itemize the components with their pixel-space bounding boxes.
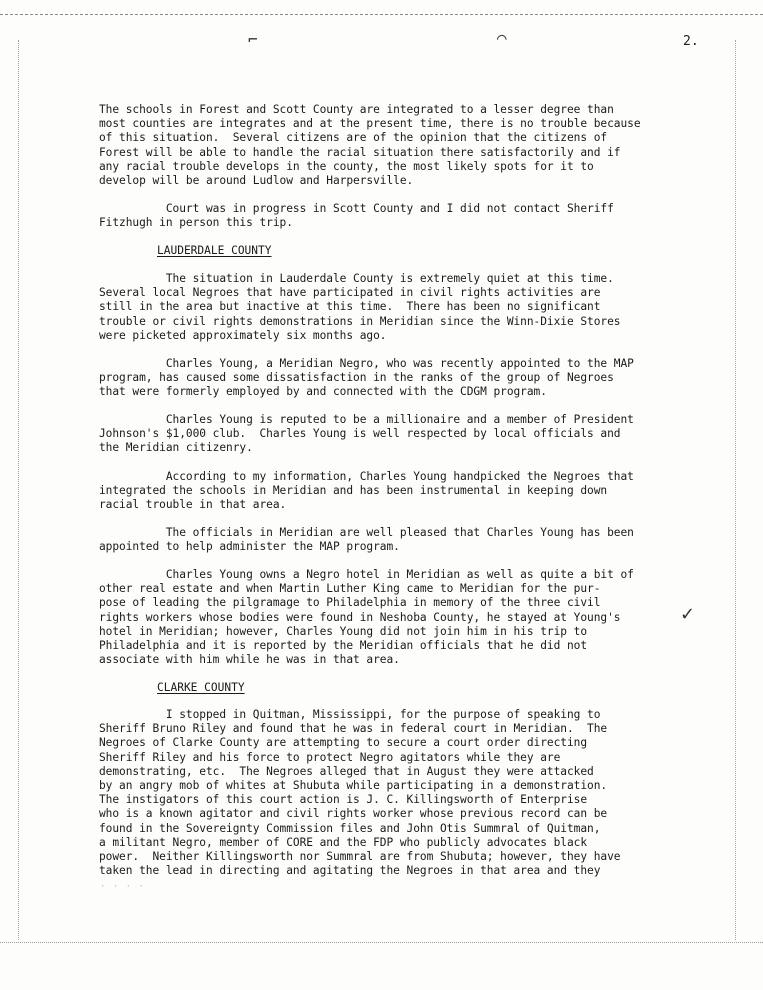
paragraph-charles-young-millionaire: Charles Young is reputed to be a millionaire and a member of President Johnson's $1,000 club. Charles Young is well respected by local officials and the Meridian citizenry. xyxy=(99,413,634,455)
page-number: 2. xyxy=(683,34,699,49)
scan-top-edge xyxy=(0,14,763,15)
paragraph-lauderdale-situation: The situation in Lauderdale County is extremely quiet at this time. Several local Negroes that have participated in civil rights activities are still in the area but inactive at this time. There has been no significant trouble or civil rights demonstrations in Meridian since the Winn-Dixie Stores were picketed approximately six months ago. xyxy=(99,272,621,342)
scan-bottom-edge xyxy=(0,942,763,943)
faint-stamp-mark: · · · · xyxy=(100,882,145,892)
paragraph-charles-young-map: Charles Young, a Meridian Negro, who was recently appointed to the MAP program, has caused some dissatisfaction in the ranks of the group of Negroes that were formerly employed by and connected with the CDGM program. xyxy=(99,357,634,399)
heading-clarke-county: CLARKE COUNTY xyxy=(157,681,245,694)
scan-left-edge xyxy=(18,40,19,940)
paragraph-quitman-visit: I stopped in Quitman, Mississippi, for the purpose of speaking to Sheriff Bruno Riley and found that he was in federal court in Meridian. The Negroes of Clarke County are attempting to secure a court order directing Sheriff Riley and his force to protect Negro agitators while they are demonstrating, etc. The Negroes alleged that in August they were attacked by an angry mob of whites at Shubuta while participating in a demonstration. The instigators of this court action is J. C. Killingsworth of Enterprise who is a known agitator and civil rights worker whose previous record can be found in the Sovereignty Commission files and John Otis Summral of Quitman, a militant Negro, member of CORE and the FDP who publicly advocates black power. Neither Killingsworth nor Summral are from Shubuta; however, they have taken the lead in directing and agitating the Negroes in that area and they xyxy=(99,708,621,878)
paragraph-negro-hotel: Charles Young owns a Negro hotel in Meridian as well as quite a bit of other real estate and when Martin Luther King came to Meridian for the pur- pose of leading the pilgramage to Philadelphia in memory of the three civil rights workers whose bodies were found in Neshoba County, he stayed at Young's hotel in Meridian; however, Charles Young did not join him in his trip to Philadelphia and it is reported by the Meridian officials that he did not associate with him while he was in that area. xyxy=(99,568,634,667)
paragraph-officials-pleased: The officials in Meridian are well pleased that Charles Young has been appointed to help administer the MAP program. xyxy=(99,526,634,554)
scan-right-edge xyxy=(735,40,736,940)
binding-hole-mark-left: ⌐ xyxy=(248,30,258,49)
heading-lauderdale-county: LAUDERDALE COUNTY xyxy=(157,244,272,257)
checkmark-annotation: ✓ xyxy=(680,604,696,625)
binding-hole-mark-right: ⌒ xyxy=(497,28,507,47)
paragraph-scott-sheriff: Court was in progress in Scott County and I did not contact Sheriff Fitzhugh in person this trip. xyxy=(99,202,614,230)
paragraph-forest-scott: The schools in Forest and Scott County are integrated to a lesser degree than most counties are integrates and at the present time, there is no trouble because of this situation. Several citizens are of the opinion that the citizens of Forest will be able to handle the racial situation there satisfactorily and if any racial trouble develops in the county, the most likely spots for it to develop will be around Ludlow and Harpersville. xyxy=(99,103,641,188)
paragraph-handpicked-negroes: According to my information, Charles Young handpicked the Negroes that integrated the schools in Meridian and has been instrumental in keeping down racial trouble in that area. xyxy=(99,470,634,512)
